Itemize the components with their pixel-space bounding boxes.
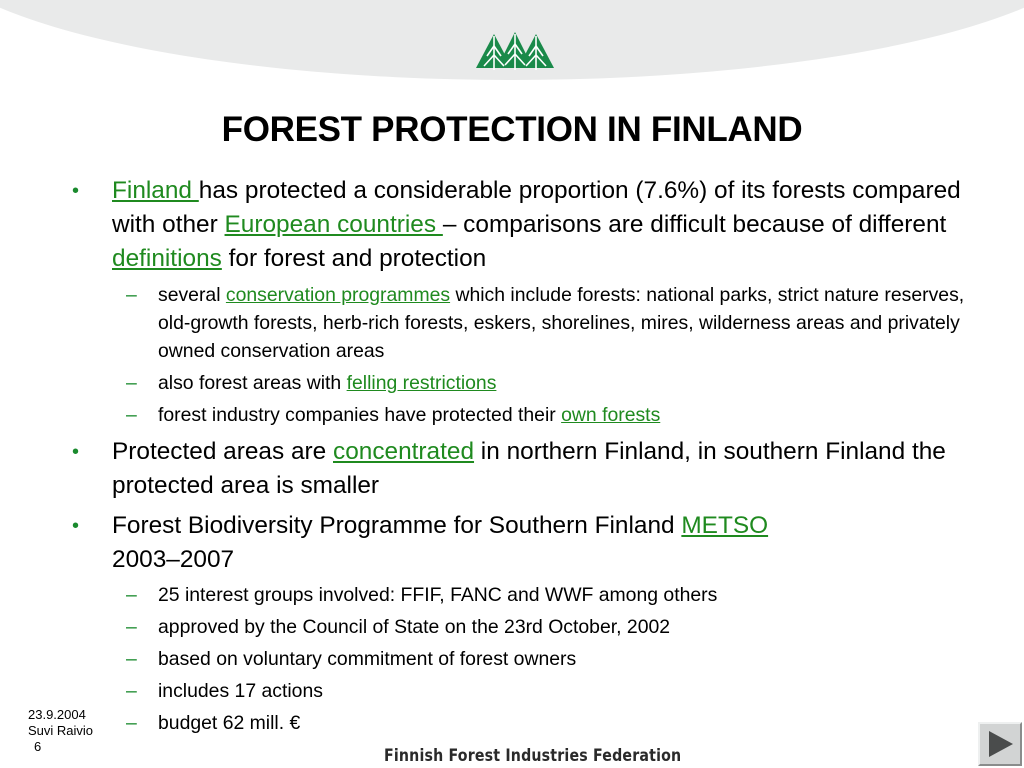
sub-bullet-text: budget 62 mill. €	[158, 712, 301, 734]
sub-bullet-item	[72, 401, 972, 429]
sub-bullet-item	[72, 281, 972, 365]
bullet-item	[72, 435, 972, 503]
dash-marker: –	[126, 284, 137, 306]
link-own-forests[interactable]: own forests	[561, 404, 661, 426]
dash-marker: –	[126, 584, 137, 606]
page-number: 6	[34, 739, 42, 754]
slide-footer-meta	[28, 707, 93, 755]
bullet-marker: •	[72, 515, 80, 537]
footer-organization: Finnish Forest Industries Federation	[384, 746, 682, 765]
dash-marker: –	[126, 712, 137, 734]
bullet-text: in northern Finland, in southern Finland the protected area is smaller	[112, 438, 946, 499]
bullet-marker: •	[72, 180, 80, 202]
bullet-text: 2003–2007	[112, 546, 235, 573]
link-metso[interactable]: METSO	[681, 512, 769, 539]
bullet-marker: •	[72, 441, 80, 463]
dash-marker: –	[126, 372, 137, 394]
tree-logo-icon	[474, 30, 556, 72]
link-felling-restrictions[interactable]: felling restrictions	[346, 372, 497, 394]
sub-bullet-item	[72, 581, 972, 609]
sub-bullet-text: based on voluntary commitment of forest owners	[158, 648, 577, 670]
sub-bullet-text: which include forests: national parks, strict nature reserves, old-growth forests, herb-rich forests, eskers, shorelines, mires, wilderness areas and privately owned conservation areas	[158, 284, 965, 362]
slide-body	[72, 174, 972, 737]
dash-marker: –	[126, 648, 137, 670]
play-next-icon	[980, 724, 1020, 764]
footer-author: Suvi Raivio	[28, 723, 94, 738]
slide-title: FOREST PROTECTION IN FINLAND	[221, 110, 803, 149]
bullet-text: for forest and protection	[221, 245, 487, 272]
sub-bullet-text: several	[158, 284, 226, 306]
bullet-text: Forest Biodiversity Programme for Southern Finland	[112, 512, 682, 539]
sub-bullet-item	[72, 369, 972, 397]
sub-bullet-item	[72, 613, 972, 641]
sub-bullet-text: forest industry companies have protected their	[158, 404, 562, 426]
link-concentrated[interactable]: concentrated	[333, 438, 475, 465]
sub-bullet-text: approved by the Council of State on the 23rd October, 2002	[158, 616, 671, 638]
bullet-item	[72, 509, 972, 577]
bullet-item	[72, 174, 972, 276]
dash-marker: –	[126, 680, 137, 702]
sub-bullet-item	[72, 709, 972, 737]
dash-marker: –	[126, 404, 137, 426]
bullet-text: – comparisons are difficult because of different	[442, 211, 947, 238]
sub-bullet-text: also forest areas with	[158, 372, 347, 394]
sub-bullet-item	[72, 645, 972, 673]
sub-bullet-text: includes 17 actions	[158, 680, 323, 702]
footer-date: 23.9.2004	[28, 707, 86, 722]
sub-bullet-item	[72, 677, 972, 705]
dash-marker: –	[126, 616, 137, 638]
link-definitions[interactable]: definitions	[112, 245, 222, 272]
next-slide-button[interactable]	[978, 722, 1022, 766]
bullet-text: has protected a considerable proportion (7.6%) of its forests compared with other	[112, 177, 961, 238]
sub-bullet-text: 25 interest groups involved: FFIF, FANC and WWF among others	[158, 584, 718, 606]
link-finland[interactable]: Finland	[112, 177, 199, 204]
link-conservation-programmes[interactable]: conservation programmes	[225, 284, 451, 306]
link-european-countries[interactable]: European countries	[224, 211, 443, 238]
bullet-text: Protected areas are	[112, 438, 333, 465]
